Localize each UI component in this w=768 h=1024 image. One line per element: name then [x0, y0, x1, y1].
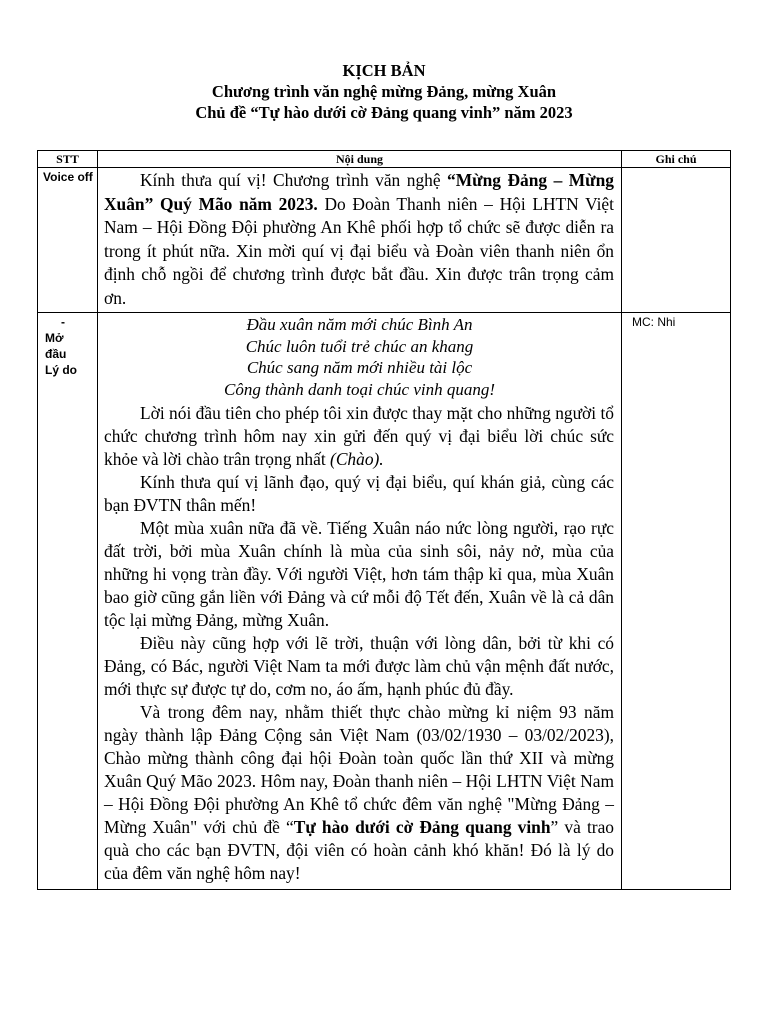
table-row-opening	[38, 313, 731, 890]
row-content-opening	[98, 313, 622, 890]
header-stt: STT	[38, 151, 98, 168]
opening-paragraph-5-theme: Tự hào dưới cờ Đảng quang vinh	[293, 817, 551, 837]
row-stt-label-2: đầu	[45, 347, 67, 361]
poem-line: Công thành danh toại chúc vinh quang!	[223, 379, 496, 399]
opening-body	[98, 402, 621, 889]
table-header-row	[38, 151, 731, 168]
row-note-opening: MC: Nhi	[622, 313, 731, 890]
row-stt-label-3: Lý do	[45, 363, 77, 377]
row-stt-opening	[38, 313, 98, 890]
poem-line: Chúc sang năm mới nhiều tài lộc	[246, 358, 473, 377]
voice-off-text-c: Do Đoàn Thanh niên – Hội LHTN Việt Nam – Hội Đồng Đội phường An Khê phối hợp tổ chức sẽ được diễn ra trong ít phút nữa. Xin mời quí vị đại biểu và Đoàn viên thanh niên ổn định chỗ ngồi để chương trình được bắt đầu. Xin được trân trọng cảm ơn.	[104, 193, 614, 308]
script-table	[37, 150, 731, 890]
row-stt-dash: -	[61, 315, 65, 329]
opening-paragraph-1-stage-note: (Chào).	[330, 449, 384, 469]
row-stt-label-1: Mở	[45, 331, 64, 345]
opening-paragraph-5	[104, 701, 614, 885]
header-content: Nội dung	[98, 151, 622, 168]
row-stt-voice-off: Voice off	[38, 168, 98, 313]
poem-line: Chúc luôn tuổi trẻ chúc an khang	[245, 336, 474, 356]
opening-paragraph-1-text: Lời nói đầu tiên cho phép tôi xin được thay mặt cho những người tổ chức chương trình hôm nay xin gửi đến quý vị đại biểu lời chúc sức khỏe và lời chào trân trọng nhất	[104, 403, 614, 469]
opening-poem	[98, 313, 621, 402]
header-note: Ghi chú	[622, 151, 731, 168]
opening-paragraph-5-text-c: ” và trao quà cho các bạn ĐVTN, đội viên có hoàn cảnh khó khăn! Đó là lý do của đêm văn nghệ hôm nay!	[104, 817, 614, 883]
voice-off-program-name: “Mừng Đảng – Mừng Xuân” Quý Mão năm 2023.	[104, 170, 614, 214]
document-title: KỊCH BẢN	[342, 61, 426, 80]
opening-paragraph-2: Kính thưa quí vị lãnh đạo, quý vị đại biểu, quí khán giả, cùng các bạn ĐVTN thân mến!	[104, 472, 614, 515]
row-content-voice-off	[98, 168, 622, 313]
opening-paragraph-1	[104, 402, 614, 471]
opening-paragraph-4: Điều này cũng hợp với lẽ trời, thuận với lòng dân, bởi từ khi có Đảng, có Bác, người Việt Nam ta mới được làm chủ vận mệnh đất nước, mới thực sự được tự do, cơm no, áo ấm, hạnh phúc đủ đầy.	[104, 633, 614, 699]
voice-off-text-a: Kính thưa quí vị! Chương trình văn nghệ	[140, 170, 448, 190]
document-subtitle: Chương trình văn nghệ mừng Đảng, mừng Xuân	[211, 82, 557, 101]
opening-paragraph-3: Một mùa xuân nữa đã về. Tiếng Xuân náo nức lòng người, rạo rực đất trời, bởi mùa Xuân chính là mùa của sinh sôi, nảy nở, mùa của những hi vọng tràn đầy. Với người Việt, hơn tám thập kỉ qua, mùa Xuân bao giờ cũng gắn liền với Đảng và cứ mỗi độ Tết đến, Xuân về là cả dân tộc lại mừng Đảng, mừng Xuân.	[104, 518, 614, 630]
title-block	[0, 60, 768, 123]
document-theme: Chủ đề “Tự hào dưới cờ Đảng quang vinh” năm 2023	[195, 103, 573, 122]
voice-off-paragraph	[98, 168, 621, 312]
poem-line: Đầu xuân năm mới chúc Bình An	[246, 315, 473, 334]
opening-paragraph-5-text-a: Và trong đêm nay, nhằm thiết thực chào mừng kỉ niệm 93 năm ngày thành lập Đảng Cộng sản Việt Nam (03/02/1930 – 03/02/2023), Chào mừng thành công đại hội Đoàn toàn quốc lần thứ XII và mừng Xuân Quý Mão 2023. Hôm nay, Đoàn thanh niên – Hội LHTN Việt Nam – Hội Đồng Đội phường An Khê tổ chức đêm văn nghệ "Mừng Đảng – Mừng Xuân" với chủ đề “	[104, 702, 614, 837]
row-note-voice-off	[622, 168, 731, 313]
table-row-voice-off	[38, 168, 731, 313]
